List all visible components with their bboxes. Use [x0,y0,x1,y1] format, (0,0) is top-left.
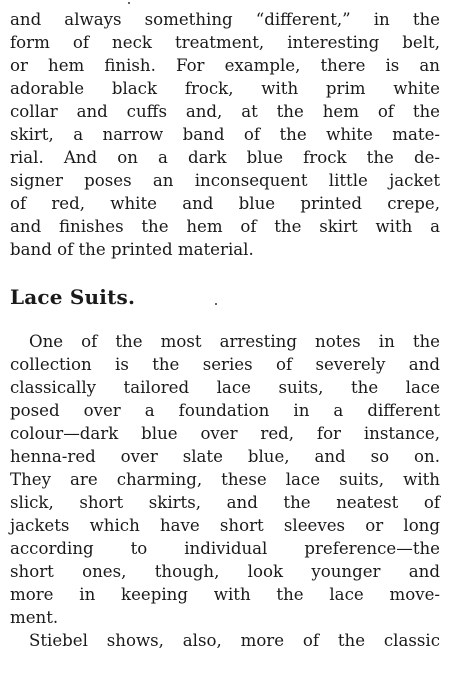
text-line: Stiebel shows, also, more of the classic [29,631,440,650]
text-line: collection is the series of severely and [10,355,440,374]
paragraph-2 [10,330,440,629]
text-line: band of the printed material. [10,240,254,259]
text-line: skirt, a narrow band of the white mate- [10,125,440,144]
text-line: short ones, though, look younger and [10,562,440,581]
text-line: and finishes the hem of the skirt with a [10,217,440,236]
text-line: and always something “different,” in the [10,10,440,29]
text-line: or hem finish. For example, there is an [10,56,440,75]
section-heading: Lace Suits. [10,285,136,309]
text-line: form of neck treatment, interesting belt, [10,33,440,52]
text-line: jackets which have short sleeves or long [10,516,440,535]
text-line: signer poses an inconsequent little jacket [10,171,440,190]
text-line: They are charming, these lace suits, with [10,470,440,489]
text-line: colour—dark blue over red, for instance, [10,424,440,443]
text-line: rial. And on a dark blue frock the de- [10,148,440,167]
print-speck [128,2,130,4]
text-line: collar and cuffs and, at the hem of the [10,102,440,121]
text-line: slick, short skirts, and the neatest of [10,493,440,512]
text-line: according to individual preference—the [10,539,440,558]
text-line: posed over a foundation in a different [10,401,440,420]
print-speck [215,303,217,305]
text-line: One of the most arresting notes in the [29,332,440,351]
paragraph-3 [10,629,440,652]
text-line: henna-red over slate blue, and so on. [10,447,440,466]
text-line: more in keeping with the lace move- [10,585,440,604]
text-line: of red, white and blue printed crepe, [10,194,440,213]
article-column [10,8,440,652]
paragraph-1 [10,8,440,261]
text-line: classically tailored lace suits, the lace [10,378,440,397]
text-line: ment. [10,608,59,627]
text-line: adorable black frock, with prim white [10,79,440,98]
